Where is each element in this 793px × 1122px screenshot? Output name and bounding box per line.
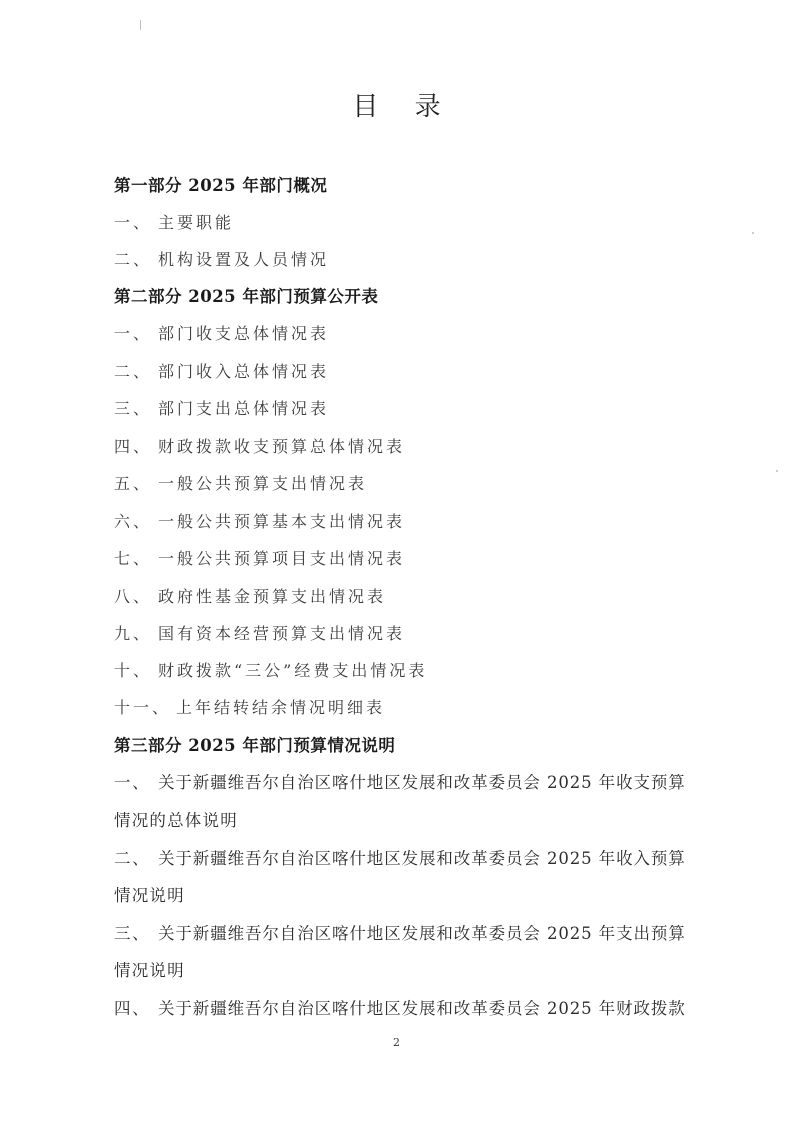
toc-item: [114, 924, 686, 944]
toc-item-number: 八、: [114, 587, 153, 606]
toc-item-number: 五、: [114, 474, 153, 493]
toc-item-number: 十一、: [114, 698, 172, 717]
toc-item: [114, 213, 234, 233]
toc-item: [114, 624, 405, 644]
toc-item-number: 二、: [114, 849, 151, 868]
toc-item-text: 部门收入总体情况表: [158, 362, 330, 381]
toc-item-number: 六、: [114, 512, 153, 531]
toc-item: [114, 587, 386, 607]
toc-item-number: 一、: [114, 213, 153, 232]
toc-item-text: 部门收支总体情况表: [158, 324, 330, 343]
toc-item: [114, 549, 405, 569]
toc-item-text: 关于新疆维吾尔自治区喀什地区发展和改革委员会 2025 年收入预算: [158, 849, 686, 868]
toc-item-text: 财政拨款“三公”经费支出情况表: [158, 661, 428, 680]
toc-item: [114, 999, 686, 1019]
page-number: 2: [393, 1036, 400, 1049]
toc-item-text: 关于新疆维吾尔自治区喀什地区发展和改革委员会 2025 年财政拨款: [158, 999, 686, 1018]
toc-item-number: 七、: [114, 549, 153, 568]
toc-item-number: 四、: [114, 999, 151, 1018]
toc-item-text: 财政拨款收支预算总体情况表: [158, 437, 406, 456]
toc-item-number: 一、: [114, 324, 153, 343]
scan-speck: [752, 232, 754, 234]
scan-speck: [776, 470, 778, 472]
toc-item: [114, 324, 329, 344]
toc-item-text: 上年结转结余情况明细表: [176, 698, 386, 717]
toc-item-number: 二、: [114, 250, 153, 269]
toc-item: [114, 773, 686, 793]
toc-item-continuation: 情况说明: [114, 886, 185, 905]
toc-item-continuation: 情况的总体说明: [114, 811, 238, 830]
toc-item: [114, 362, 329, 382]
toc-item-number: 一、: [114, 773, 151, 792]
toc-item-text: 机构设置及人员情况: [158, 250, 330, 269]
toc-item: [114, 661, 427, 681]
toc-item-text: 主要职能: [158, 213, 235, 232]
toc-item-continuation: 情况说明: [114, 961, 185, 980]
toc-item: [114, 849, 686, 869]
toc-item-text: 关于新疆维吾尔自治区喀什地区发展和改革委员会 2025 年支出预算: [158, 924, 686, 943]
toc-item: [114, 512, 405, 532]
toc-item-text: 一般公共预算支出情况表: [158, 474, 368, 493]
section-heading-part1: 第一部分 2025 年部门概况: [114, 176, 328, 195]
section-heading-part3: 第三部分 2025 年部门预算情况说明: [114, 736, 396, 755]
toc-item-number: 十、: [114, 661, 153, 680]
toc-item: [114, 474, 367, 494]
toc-item: [114, 437, 405, 457]
toc-item-text: 一般公共预算基本支出情况表: [158, 512, 406, 531]
scan-speck: [140, 20, 141, 30]
toc-item-number: 三、: [114, 399, 153, 418]
toc-item-text: 政府性基金预算支出情况表: [158, 587, 387, 606]
toc-item-number: 四、: [114, 437, 153, 456]
toc-item: [114, 698, 385, 718]
toc-item-number: 九、: [114, 624, 153, 643]
section-heading-part2: 第二部分 2025 年部门预算公开表: [114, 287, 379, 306]
toc-item-text: 国有资本经营预算支出情况表: [158, 624, 406, 643]
toc-item-number: 二、: [114, 362, 153, 381]
toc-item-number: 三、: [114, 924, 151, 943]
toc-item: [114, 250, 329, 270]
toc-item-text: 部门支出总体情况表: [158, 399, 330, 418]
page-title: 目 录: [352, 92, 455, 122]
toc-item: [114, 399, 329, 419]
toc-item-text: 一般公共预算项目支出情况表: [158, 549, 406, 568]
toc-item-text: 关于新疆维吾尔自治区喀什地区发展和改革委员会 2025 年收支预算: [158, 773, 686, 792]
